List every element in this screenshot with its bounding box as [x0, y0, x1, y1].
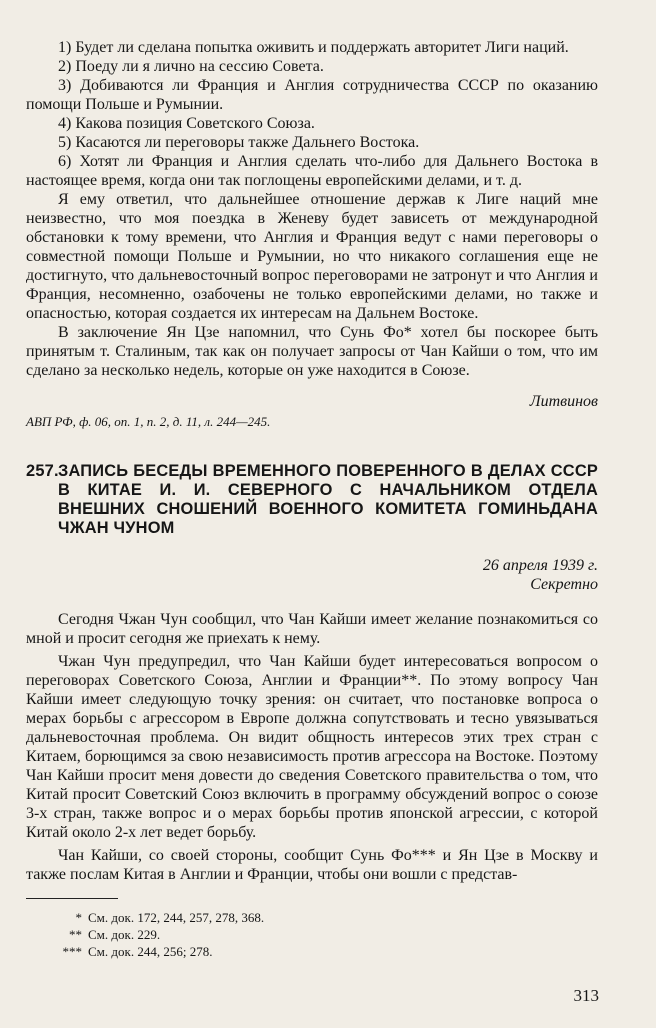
document-title-text: ЗАПИСЬ БЕСЕДЫ ВРЕМЕННОГО ПОВЕРЕННОГО В ДЕЛАХ СССР В КИТАЕ И. И. СЕВЕРНОГО С НАЧАЛЬНИКОМ ОТДЕЛА ВНЕШНИХ СНОШЕНИЙ ВОЕННОГО КОМИТЕТА ГОМИНЬДАНА ЧЖАН ЧУНОМ — [58, 462, 598, 537]
body-paragraph-1: Сегодня Чжан Чун сообщил, что Чан Кайши имеет желание познакомиться со мной и просит сегодня же приехать к нему. — [26, 611, 598, 647]
body-paragraph-3: Чан Кайши, со своей стороны, сообщит Сунь Фо*** и Ян Цзе в Москву и также послам Китая в Англии и Франции, чтобы они вошли с представ- — [26, 847, 598, 883]
footnote-mark: *** — [62, 944, 82, 959]
body-paragraph-2: Чжан Чун предупредил, что Чан Кайши будет интересоваться вопросом о переговорах Советского Союза, Англии и Франции**. По этому вопросу Чан Кайши имеет следующую точку зрения: он считает, что постановке вопроса о мерах борьбы с агрессором в Европе должна сопутствовать и тесно увязываться дальневосточная проблема. Он видит общность интересов этих трех стран с Китаем, борющимся за свою независимость против агрессора на Востоке. Поэтому Чан Кайши просит меня довести до сведения Советского правительства о том, что Китай просит Советский Союз включить в программу обсуждений вопрос о союзе 3-х стран, также вопрос и о мерах борьбы против японской агрессии, с которой Китай около 2-х лет ведет борьбу. — [26, 653, 598, 841]
document-date: 26 апреля 1939 г. — [482, 557, 598, 574]
question-1: 1) Будет ли сделана попытка оживить и поддержать авторитет Лиги наций. — [58, 39, 569, 56]
question-5: 5) Касаются ли переговоры также Дальнего Востока. — [58, 134, 420, 151]
footnote-mark: ** — [69, 927, 82, 942]
question-6: 6) Хотят ли Франция и Англия сделать что-либо для Дальнего Востока в настоящее время, когда они так поглощены европейскими делами, и т. д. — [26, 153, 598, 189]
question-3: 3) Добиваются ли Франция и Англия сотрудничества СССР по оказанию помощи Польше и Румынии. — [26, 77, 598, 113]
footnote — [26, 943, 598, 960]
footnote — [26, 926, 598, 943]
document-page — [26, 38, 598, 960]
page-number: 313 — [573, 986, 599, 1005]
archive-reference: АВП РФ, ф. 06, оп. 1, п. 2, д. 11, л. 244—245. — [26, 414, 271, 429]
closing-paragraph: В заключение Ян Цзе напомнил, что Сунь Фо* хотел бы поскорее быть принятым т. Сталиным, так как он получает запросы от Чан Кайши о том, что им сделано за несколько недель, которые он уже находится в Союзе. — [26, 324, 598, 379]
question-4: 4) Какова позиция Советского Союза. — [58, 115, 315, 132]
footnote-text: См. док. 229. — [88, 927, 161, 942]
reply-paragraph: Я ему ответил, что дальнейшее отношение держав к Лиге наций мне неизвестно, что моя поездка в Женеву будет зависеть от международной обстановки к тому времени, что Англия и Франция ведут с нами переговоры о совместной помощи Польше и Румынии, но что никакого соглашения еще не достигнуто, что дальневосточный вопрос переговорами не затронут и что Англия и Франция, несомненно, озабочены не только европейскими делами, но также и опасностью, которая создается их интересам на Дальнем Востоке. — [26, 191, 598, 322]
footnote-mark: * — [75, 910, 82, 925]
footnote — [26, 909, 598, 926]
footnote-divider — [26, 898, 118, 899]
document-title — [26, 462, 598, 538]
signature: Литвинов — [529, 393, 598, 410]
footnote-text: См. док. 172, 244, 257, 278, 368. — [88, 910, 265, 925]
classification-label: Секретно — [530, 576, 598, 593]
question-2: 2) Поеду ли я лично на сессию Совета. — [58, 58, 324, 75]
footnote-text: См. док. 244, 256; 278. — [88, 944, 213, 959]
document-number: 257. — [26, 462, 59, 480]
